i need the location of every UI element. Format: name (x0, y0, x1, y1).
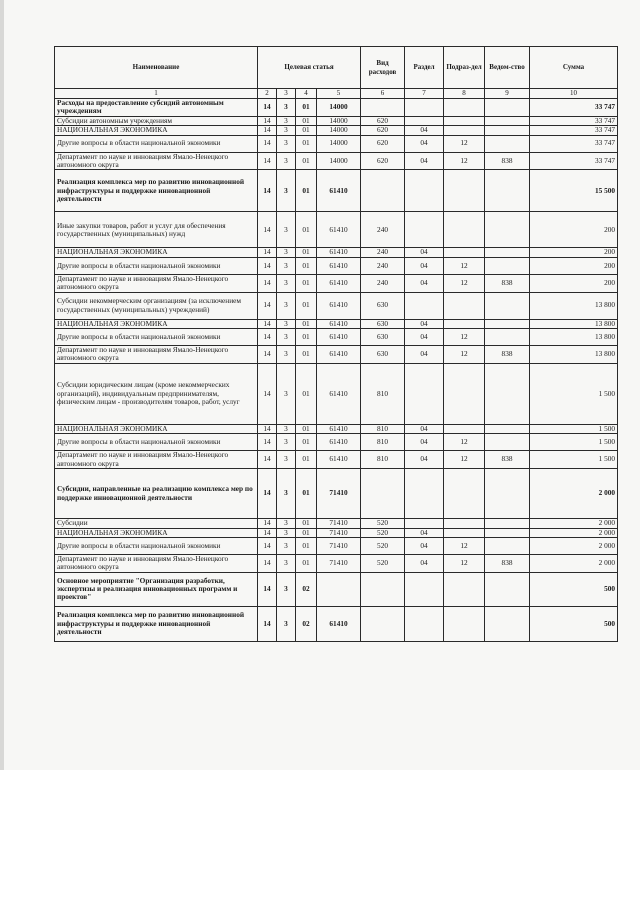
row-sum: 33 747 (530, 135, 618, 152)
row-code-h (485, 424, 530, 433)
header-target: Целевая статья (258, 47, 361, 89)
row-code-d: 14000 (317, 99, 361, 117)
row-code-f (405, 292, 444, 319)
row-code-d: 14000 (317, 152, 361, 170)
row-code-b: 3 (277, 319, 296, 328)
row-code-f (405, 606, 444, 641)
row-code-g: 12 (444, 554, 485, 572)
row-code-g (444, 606, 485, 641)
row-code-b: 3 (277, 537, 296, 554)
row-sum: 1 500 (530, 363, 618, 424)
row-code-c: 02 (296, 606, 317, 641)
row-code-a: 14 (258, 135, 277, 152)
row-code-h: 838 (485, 346, 530, 364)
row-code-d: 71410 (317, 519, 361, 528)
table-row (55, 434, 618, 451)
row-code-c: 01 (296, 135, 317, 152)
row-name: Другие вопросы в области национальной экономики (55, 135, 258, 152)
page-edge (0, 0, 4, 770)
row-code-g: 12 (444, 537, 485, 554)
row-name: Другие вопросы в области национальной экономики (55, 329, 258, 346)
row-code-d: 14000 (317, 126, 361, 135)
header-section: Раздел (405, 47, 444, 89)
row-code-b: 3 (277, 424, 296, 433)
column-number-row (55, 89, 618, 99)
row-code-e: 810 (361, 424, 405, 433)
row-code-g: 12 (444, 451, 485, 469)
table-row (55, 292, 618, 319)
row-code-c: 02 (296, 572, 317, 606)
row-code-b: 3 (277, 434, 296, 451)
row-code-b: 3 (277, 363, 296, 424)
row-code-d: 61410 (317, 319, 361, 328)
row-sum: 500 (530, 606, 618, 641)
row-name: Другие вопросы в области национальной экономики (55, 537, 258, 554)
row-code-e: 520 (361, 519, 405, 528)
row-sum: 1 500 (530, 451, 618, 469)
table-row (55, 319, 618, 328)
row-code-f: 04 (405, 152, 444, 170)
row-code-f: 04 (405, 329, 444, 346)
table-row (55, 528, 618, 537)
row-code-f: 04 (405, 434, 444, 451)
row-code-f (405, 363, 444, 424)
row-code-b: 3 (277, 248, 296, 257)
budget-table (54, 46, 618, 642)
table-row (55, 346, 618, 364)
row-code-c: 01 (296, 329, 317, 346)
row-code-h (485, 469, 530, 519)
row-code-d: 71410 (317, 537, 361, 554)
row-code-h (485, 99, 530, 117)
row-code-a: 14 (258, 152, 277, 170)
row-code-a: 14 (258, 519, 277, 528)
row-code-d: 71410 (317, 554, 361, 572)
row-code-d: 61410 (317, 424, 361, 433)
row-code-h (485, 257, 530, 274)
row-code-d: 61410 (317, 292, 361, 319)
row-code-e (361, 170, 405, 212)
row-code-e (361, 572, 405, 606)
row-code-g: 12 (444, 329, 485, 346)
row-code-b: 3 (277, 572, 296, 606)
row-sum: 13 800 (530, 329, 618, 346)
row-code-f (405, 519, 444, 528)
row-code-a: 14 (258, 434, 277, 451)
row-code-a: 14 (258, 346, 277, 364)
row-code-e: 630 (361, 292, 405, 319)
row-code-a: 14 (258, 528, 277, 537)
row-name: Другие вопросы в области национальной экономики (55, 257, 258, 274)
row-code-b: 3 (277, 274, 296, 292)
col-num: 6 (361, 89, 405, 99)
col-num: 1 (55, 89, 258, 99)
row-code-f: 04 (405, 257, 444, 274)
row-code-c: 01 (296, 537, 317, 554)
row-code-e: 810 (361, 451, 405, 469)
row-code-d: 61410 (317, 257, 361, 274)
row-code-g: 12 (444, 434, 485, 451)
row-code-b: 3 (277, 451, 296, 469)
row-code-h (485, 363, 530, 424)
row-code-c: 01 (296, 319, 317, 328)
row-sum: 15 500 (530, 170, 618, 212)
row-code-h (485, 519, 530, 528)
col-num: 5 (317, 89, 361, 99)
row-code-b: 3 (277, 554, 296, 572)
row-code-e: 630 (361, 329, 405, 346)
row-code-h (485, 116, 530, 125)
row-code-b: 3 (277, 519, 296, 528)
col-num: 8 (444, 89, 485, 99)
row-code-e: 520 (361, 537, 405, 554)
col-num: 7 (405, 89, 444, 99)
row-code-h (485, 537, 530, 554)
row-code-d: 61410 (317, 346, 361, 364)
row-code-a: 14 (258, 170, 277, 212)
row-sum: 200 (530, 274, 618, 292)
row-code-b: 3 (277, 152, 296, 170)
row-sum: 500 (530, 572, 618, 606)
row-code-h: 838 (485, 274, 530, 292)
row-code-b: 3 (277, 99, 296, 117)
row-sum: 1 500 (530, 424, 618, 433)
row-name: Департамент по науке и инновациям Ямало-Ненецкого автономного округа (55, 346, 258, 364)
row-code-b: 3 (277, 469, 296, 519)
row-sum: 33 747 (530, 99, 618, 117)
row-code-f: 04 (405, 126, 444, 135)
table-row (55, 257, 618, 274)
row-code-g (444, 292, 485, 319)
row-code-e: 240 (361, 248, 405, 257)
row-sum: 13 800 (530, 292, 618, 319)
row-code-a: 14 (258, 537, 277, 554)
row-code-c: 01 (296, 451, 317, 469)
row-code-b: 3 (277, 346, 296, 364)
row-code-f (405, 469, 444, 519)
row-code-c: 01 (296, 292, 317, 319)
row-code-b: 3 (277, 135, 296, 152)
header-sum: Сумма (530, 47, 618, 89)
header-subsection: Подраз-дел (444, 47, 485, 89)
row-code-f (405, 170, 444, 212)
row-code-d: 61410 (317, 170, 361, 212)
row-name: Субсидии юридическим лицам (кроме некоммерческих организаций), индивидуальным предпринимателям, физическим лицам - производителям товаров, работ, услуг (55, 363, 258, 424)
row-code-f: 04 (405, 248, 444, 257)
row-code-g (444, 424, 485, 433)
row-sum: 13 800 (530, 319, 618, 328)
row-sum: 200 (530, 257, 618, 274)
row-sum: 33 747 (530, 126, 618, 135)
row-code-f: 04 (405, 274, 444, 292)
row-name: Субсидии автономным учреждениям (55, 116, 258, 125)
table-row (55, 248, 618, 257)
table-row (55, 126, 618, 135)
row-code-a: 14 (258, 424, 277, 433)
row-code-h: 838 (485, 554, 530, 572)
row-sum: 2 000 (530, 554, 618, 572)
table-row (55, 606, 618, 641)
table-row (55, 451, 618, 469)
col-num: 2 (258, 89, 277, 99)
row-code-b: 3 (277, 329, 296, 346)
row-code-g (444, 469, 485, 519)
table-row (55, 424, 618, 433)
row-code-a: 14 (258, 319, 277, 328)
row-code-d: 14000 (317, 116, 361, 125)
row-code-f (405, 116, 444, 125)
row-code-g: 12 (444, 274, 485, 292)
row-code-h (485, 135, 530, 152)
row-code-g: 12 (444, 152, 485, 170)
row-code-g: 12 (444, 257, 485, 274)
header-expense-type: Вид расходов (361, 47, 405, 89)
row-code-h (485, 319, 530, 328)
row-code-a: 14 (258, 292, 277, 319)
table-row (55, 363, 618, 424)
row-code-h (485, 528, 530, 537)
row-code-e: 620 (361, 135, 405, 152)
row-name: Другие вопросы в области национальной экономики (55, 434, 258, 451)
row-code-h (485, 292, 530, 319)
row-code-e: 620 (361, 116, 405, 125)
row-name: Субсидии, направленные на реализацию комплекса мер по поддержке инновационной деятельности (55, 469, 258, 519)
row-code-e: 240 (361, 212, 405, 248)
row-code-c: 01 (296, 248, 317, 257)
row-code-c: 01 (296, 363, 317, 424)
table-row (55, 274, 618, 292)
row-code-h (485, 212, 530, 248)
row-code-c: 01 (296, 212, 317, 248)
row-code-a: 14 (258, 451, 277, 469)
row-code-f: 04 (405, 135, 444, 152)
row-code-e (361, 99, 405, 117)
row-code-c: 01 (296, 257, 317, 274)
row-code-h (485, 606, 530, 641)
table-row (55, 554, 618, 572)
row-code-g (444, 170, 485, 212)
row-code-g (444, 116, 485, 125)
row-name: Субсидии некоммерческим организациям (за исключением государственных (муниципальных) учреждений) (55, 292, 258, 319)
row-code-e: 620 (361, 152, 405, 170)
row-code-d: 71410 (317, 469, 361, 519)
row-code-g (444, 126, 485, 135)
row-code-d: 61410 (317, 274, 361, 292)
row-code-d: 61410 (317, 329, 361, 346)
row-code-b: 3 (277, 257, 296, 274)
row-code-e: 630 (361, 319, 405, 328)
row-code-d: 61410 (317, 363, 361, 424)
table-row (55, 329, 618, 346)
row-code-f (405, 572, 444, 606)
row-code-d: 14000 (317, 135, 361, 152)
table-row (55, 99, 618, 117)
row-sum: 1 500 (530, 434, 618, 451)
row-name: Иные закупки товаров, работ и услуг для обеспечения государственных (муниципальных) нужд (55, 212, 258, 248)
row-code-f (405, 99, 444, 117)
row-name: Реализация комплекса мер по развитию инновационной инфраструктуры и поддержке инновационной деятельности (55, 170, 258, 212)
row-code-e: 240 (361, 274, 405, 292)
row-code-f: 04 (405, 346, 444, 364)
row-code-b: 3 (277, 528, 296, 537)
header-name: Наименование (55, 47, 258, 89)
table-row (55, 212, 618, 248)
row-code-d: 61410 (317, 606, 361, 641)
row-name: НАЦИОНАЛЬНАЯ ЭКОНОМИКА (55, 126, 258, 135)
row-code-e: 810 (361, 434, 405, 451)
row-code-g: 12 (444, 135, 485, 152)
row-sum: 33 747 (530, 116, 618, 125)
row-code-g (444, 572, 485, 606)
row-code-g (444, 519, 485, 528)
col-num: 9 (485, 89, 530, 99)
row-code-b: 3 (277, 292, 296, 319)
row-name: Департамент по науке и инновациям Ямало-Ненецкого автономного округа (55, 451, 258, 469)
row-code-g (444, 99, 485, 117)
row-code-a: 14 (258, 572, 277, 606)
row-name: Департамент по науке и инновациям Ямало-Ненецкого автономного округа (55, 152, 258, 170)
row-code-b: 3 (277, 170, 296, 212)
table-row (55, 135, 618, 152)
table-row (55, 152, 618, 170)
row-code-h (485, 329, 530, 346)
row-code-a: 14 (258, 606, 277, 641)
table-row (55, 116, 618, 125)
row-code-e: 240 (361, 257, 405, 274)
row-code-a: 14 (258, 469, 277, 519)
row-code-f: 04 (405, 537, 444, 554)
row-sum: 2 000 (530, 519, 618, 528)
row-code-a: 14 (258, 212, 277, 248)
table-row (55, 170, 618, 212)
row-code-h (485, 170, 530, 212)
row-code-e: 810 (361, 363, 405, 424)
row-code-c: 01 (296, 99, 317, 117)
row-name: Основное мероприятие "Организация разработки, экспертизы и реализация инновационных программ и проектов" (55, 572, 258, 606)
row-code-e: 620 (361, 126, 405, 135)
col-num: 10 (530, 89, 618, 99)
row-code-e: 520 (361, 554, 405, 572)
row-code-d: 61410 (317, 212, 361, 248)
row-code-d (317, 572, 361, 606)
row-sum: 200 (530, 248, 618, 257)
row-sum: 33 747 (530, 152, 618, 170)
row-code-d: 61410 (317, 451, 361, 469)
row-code-c: 01 (296, 346, 317, 364)
row-code-a: 14 (258, 274, 277, 292)
row-code-a: 14 (258, 116, 277, 125)
row-code-g (444, 363, 485, 424)
row-code-a: 14 (258, 363, 277, 424)
row-name: НАЦИОНАЛЬНАЯ ЭКОНОМИКА (55, 319, 258, 328)
row-code-f: 04 (405, 451, 444, 469)
row-code-f: 04 (405, 554, 444, 572)
row-code-b: 3 (277, 116, 296, 125)
col-num: 4 (296, 89, 317, 99)
row-code-b: 3 (277, 606, 296, 641)
table-header-row (55, 47, 618, 89)
row-code-g (444, 248, 485, 257)
table-row (55, 537, 618, 554)
row-code-c: 01 (296, 469, 317, 519)
row-code-f (405, 212, 444, 248)
row-code-c: 01 (296, 126, 317, 135)
row-code-h (485, 572, 530, 606)
row-code-b: 3 (277, 212, 296, 248)
header-department: Ведом-ство (485, 47, 530, 89)
row-name: Расходы на предоставление субсидий автономным учреждениям (55, 99, 258, 117)
row-name: Департамент по науке и инновациям Ямало-Ненецкого автономного округа (55, 274, 258, 292)
row-code-c: 01 (296, 274, 317, 292)
row-code-e (361, 469, 405, 519)
row-sum: 2 000 (530, 537, 618, 554)
row-code-c: 01 (296, 528, 317, 537)
row-name: НАЦИОНАЛЬНАЯ ЭКОНОМИКА (55, 424, 258, 433)
row-code-f: 04 (405, 528, 444, 537)
row-code-c: 01 (296, 116, 317, 125)
row-code-c: 01 (296, 519, 317, 528)
row-code-c: 01 (296, 170, 317, 212)
row-code-g (444, 528, 485, 537)
row-name: Субсидии (55, 519, 258, 528)
row-sum: 2 000 (530, 528, 618, 537)
table-row (55, 519, 618, 528)
row-code-e: 630 (361, 346, 405, 364)
row-name: Реализация комплекса мер по развитию инновационной инфраструктуры и поддержке инновационной деятельности (55, 606, 258, 641)
row-name: НАЦИОНАЛЬНАЯ ЭКОНОМИКА (55, 528, 258, 537)
row-code-d: 61410 (317, 434, 361, 451)
table-row (55, 469, 618, 519)
row-code-a: 14 (258, 248, 277, 257)
row-code-c: 01 (296, 554, 317, 572)
row-code-g (444, 212, 485, 248)
row-code-h (485, 248, 530, 257)
row-code-h: 838 (485, 152, 530, 170)
row-code-b: 3 (277, 126, 296, 135)
row-code-e: 520 (361, 528, 405, 537)
row-code-d: 61410 (317, 248, 361, 257)
row-sum: 200 (530, 212, 618, 248)
row-code-g (444, 319, 485, 328)
row-name: Департамент по науке и инновациям Ямало-Ненецкого автономного округа (55, 554, 258, 572)
row-code-c: 01 (296, 424, 317, 433)
row-code-g: 12 (444, 346, 485, 364)
row-code-f: 04 (405, 424, 444, 433)
row-sum: 2 000 (530, 469, 618, 519)
row-code-h (485, 434, 530, 451)
row-code-a: 14 (258, 329, 277, 346)
row-code-a: 14 (258, 99, 277, 117)
row-code-a: 14 (258, 554, 277, 572)
table-row (55, 572, 618, 606)
row-code-c: 01 (296, 152, 317, 170)
row-code-a: 14 (258, 126, 277, 135)
row-code-c: 01 (296, 434, 317, 451)
row-code-f: 04 (405, 319, 444, 328)
row-code-e (361, 606, 405, 641)
col-num: 3 (277, 89, 296, 99)
row-code-d: 71410 (317, 528, 361, 537)
row-code-h (485, 126, 530, 135)
row-sum: 13 800 (530, 346, 618, 364)
row-name: НАЦИОНАЛЬНАЯ ЭКОНОМИКА (55, 248, 258, 257)
row-code-a: 14 (258, 257, 277, 274)
row-code-h: 838 (485, 451, 530, 469)
